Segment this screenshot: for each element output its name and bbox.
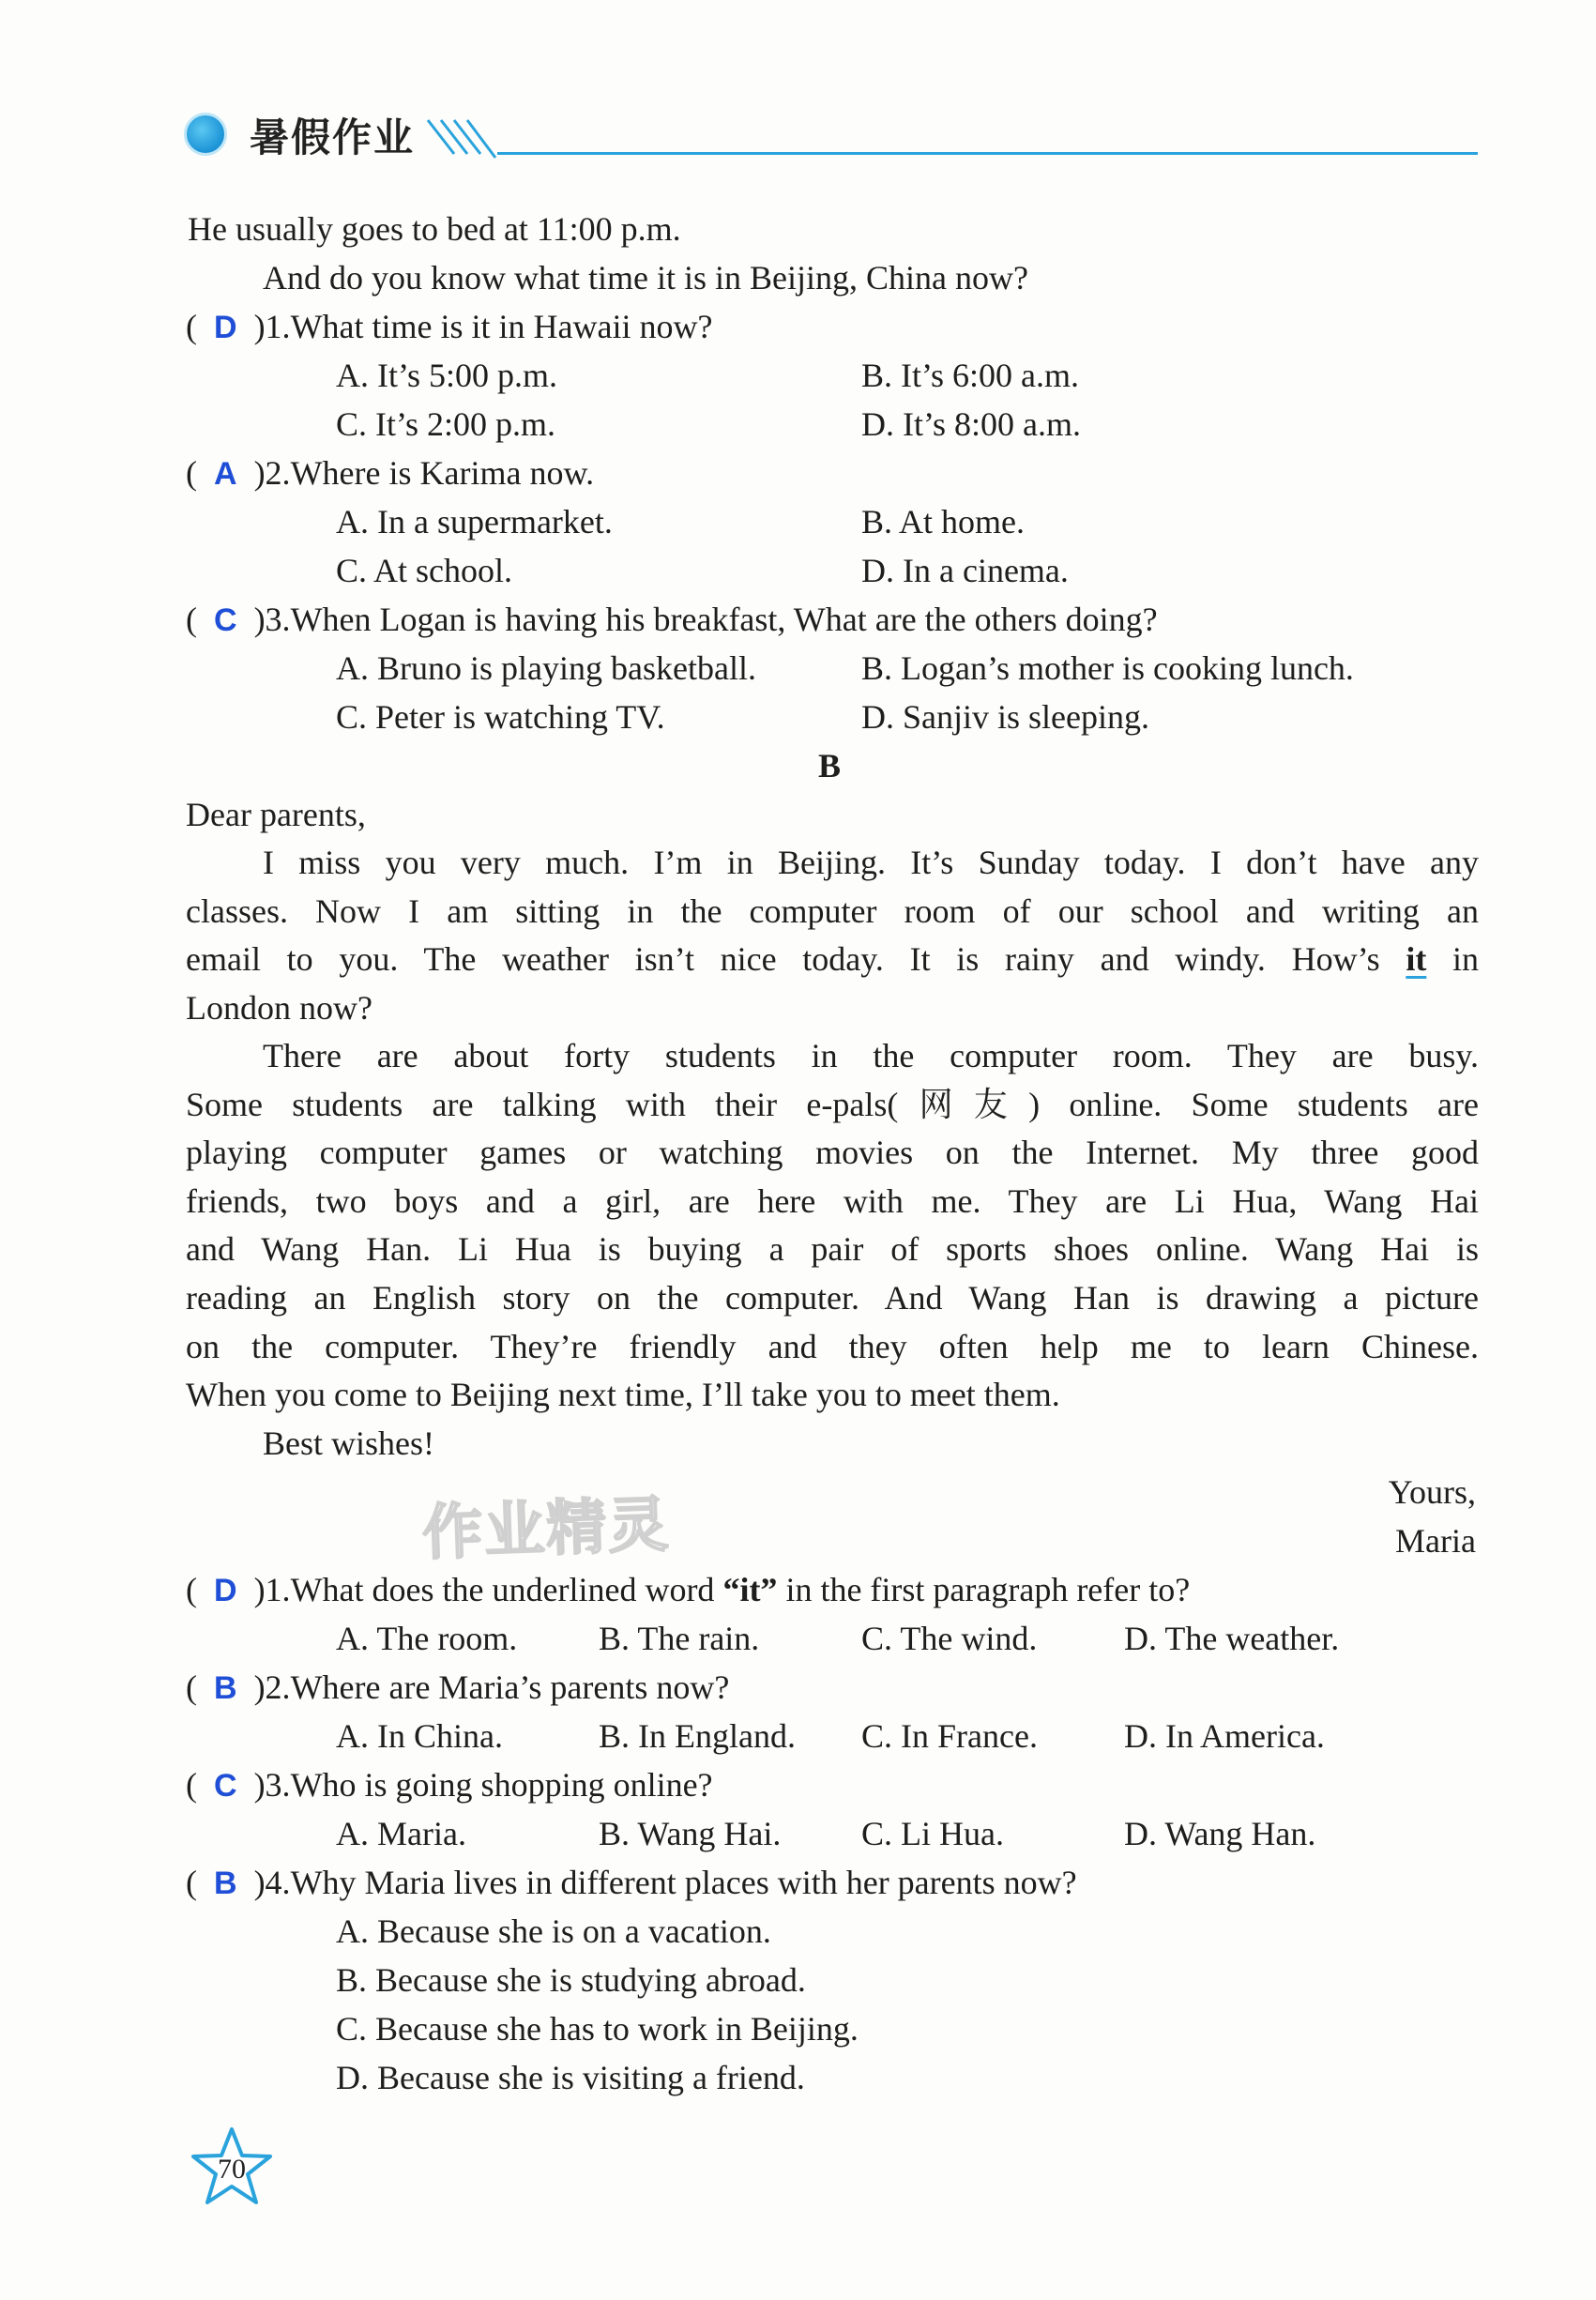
answer-mark: D xyxy=(214,1573,237,1608)
question-b3: ( C )3.Who is going shopping online? xyxy=(186,1766,713,1804)
question-a1: ( D )1.What time is it in Hawaii now? xyxy=(186,308,713,345)
question-number: )2. xyxy=(253,454,291,492)
option: D. Because she is visiting a friend. xyxy=(336,2059,805,2096)
letter-closing: Best wishes! xyxy=(263,1424,434,1462)
question-number: )4. xyxy=(253,1864,291,1901)
letter-paragraph-1 xyxy=(186,839,1479,1032)
option: A. Maria. xyxy=(336,1815,466,1852)
question-text: Who is going shopping online? xyxy=(290,1766,713,1804)
option: A. Bruno is playing basketball. xyxy=(336,649,756,687)
line-text: email to you. The weather isn’t nice today. It is rainy and windy. How’s xyxy=(186,940,1380,979)
watermark: 作业精灵 xyxy=(420,1490,672,1569)
question-number: )3. xyxy=(253,601,291,638)
option: D. It’s 8:00 a.m. xyxy=(861,405,1081,443)
option: A. The room. xyxy=(336,1620,518,1657)
answer-mark: A xyxy=(214,456,237,492)
question-text: Why Maria lives in different places with her parents now? xyxy=(290,1864,1077,1901)
option: A. Because she is on a vacation. xyxy=(336,1912,771,1950)
paragraph-line: reading an English story on the computer. And Wang Han is drawing a picture xyxy=(186,1278,1479,1317)
option: C. At school. xyxy=(336,552,513,589)
option: C. Peter is watching TV. xyxy=(336,698,665,736)
question-number: )2. xyxy=(253,1668,291,1706)
question-b1: ( D )1.What does the underlined word “it” in the first paragraph refer to? xyxy=(186,1571,1191,1608)
answer-mark: D xyxy=(214,310,237,345)
option: C. It’s 2:00 p.m. xyxy=(336,405,556,443)
question-text: What does the underlined word xyxy=(290,1571,723,1608)
letter-greeting: Dear parents, xyxy=(186,796,366,833)
question-b2: ( B )2.Where are Maria’s parents now? xyxy=(186,1668,730,1706)
option: B. The rain. xyxy=(599,1620,760,1657)
paragraph-line xyxy=(186,936,1479,984)
paragraph-line: There are about forty students in the computer room. They are busy. xyxy=(263,1037,1479,1074)
page-number-badge xyxy=(188,2125,276,2210)
circle-icon xyxy=(184,113,227,156)
paragraph-line: I miss you very much. I’m in Beijing. It’s Sunday today. I don’t have any xyxy=(263,844,1479,881)
option: D. In a cinema. xyxy=(861,552,1069,589)
answer-mark: B xyxy=(214,1866,237,1901)
option: B. Wang Hai. xyxy=(599,1815,782,1852)
header-title: 暑假作业 xyxy=(250,114,416,160)
answer-mark: C xyxy=(214,1768,237,1804)
paragraph-line: and Wang Han. Li Hua is buying a pair of sports shoes online. Wang Hai is xyxy=(186,1230,1479,1269)
question-text: in the first paragraph refer to? xyxy=(777,1571,1191,1608)
question-text: When Logan is having his breakfast, What are the others doing? xyxy=(290,601,1158,638)
paragraph-line: London now? xyxy=(186,988,372,1027)
option: C. The wind. xyxy=(861,1620,1038,1657)
question-b4: ( B )4.Why Maria lives in different places with her parents now? xyxy=(186,1864,1077,1901)
paragraph-line: classes. Now I am sitting in the computer room of our school and writing an xyxy=(186,891,1479,930)
letter-sign-name: Maria xyxy=(1395,1522,1476,1560)
question-text: Where is Karima now. xyxy=(290,454,595,492)
letter-paragraph-2 xyxy=(186,1032,1479,1420)
line-text: in xyxy=(1452,940,1480,979)
answer-mark: B xyxy=(214,1670,237,1706)
question-a3: ( C )3.When Logan is having his breakfast, What are the others doing? xyxy=(186,601,1158,638)
underlined-word: it xyxy=(1406,940,1427,979)
section-label: B xyxy=(818,747,842,784)
paragraph-line: on the computer. They’re friendly and they often help me to learn Chinese. xyxy=(186,1327,1479,1365)
page-number: 70 xyxy=(218,2154,246,2185)
intro-line: He usually goes to bed at 11:00 p.m. xyxy=(188,210,681,248)
question-text: Where are Maria’s parents now? xyxy=(290,1668,730,1706)
option: D. Wang Han. xyxy=(1124,1815,1316,1852)
option: C. Li Hua. xyxy=(861,1815,1004,1852)
option: B. In England. xyxy=(599,1717,796,1755)
page-header xyxy=(178,103,1478,169)
question-number: )1. xyxy=(253,1571,291,1608)
paragraph-line: Some students are talking with their e-pals(网友) online. Some students are xyxy=(186,1085,1479,1123)
option: A. In a supermarket. xyxy=(336,503,613,541)
paragraph-line: friends, two boys and a girl, are here with me. They are Li Hua, Wang Hai xyxy=(186,1181,1479,1220)
question-text: What time is it in Hawaii now? xyxy=(290,308,713,345)
paragraph-line: When you come to Beijing next time, I’ll take you to meet them. xyxy=(186,1376,1060,1414)
option: B. It’s 6:00 a.m. xyxy=(861,357,1079,394)
option: C. In France. xyxy=(861,1717,1038,1755)
question-number: )3. xyxy=(253,1766,291,1804)
option: D. The weather. xyxy=(1124,1620,1340,1657)
option: B. At home. xyxy=(861,503,1026,541)
answer-mark: C xyxy=(214,602,237,638)
letter-sign-yours: Yours, xyxy=(1388,1473,1476,1511)
paragraph-line: playing computer games or watching movies on the Internet. My three good xyxy=(186,1134,1479,1172)
quoted-word: “it” xyxy=(722,1571,778,1608)
question-a2: ( A )2.Where is Karima now. xyxy=(186,454,595,492)
intro-line: And do you know what time it is in Beijing, China now? xyxy=(263,259,1028,297)
question-number: )1. xyxy=(253,308,291,345)
option: D. In America. xyxy=(1124,1717,1325,1755)
header-rule xyxy=(497,152,1478,155)
option: A. In China. xyxy=(336,1717,503,1755)
option: B. Logan’s mother is cooking lunch. xyxy=(861,649,1354,687)
slash-decoration-icon xyxy=(424,114,499,161)
option: B. Because she is studying abroad. xyxy=(336,1961,806,1999)
option: D. Sanjiv is sleeping. xyxy=(861,698,1149,736)
option: A. It’s 5:00 p.m. xyxy=(336,357,558,394)
option: C. Because she has to work in Beijing. xyxy=(336,2010,859,2048)
